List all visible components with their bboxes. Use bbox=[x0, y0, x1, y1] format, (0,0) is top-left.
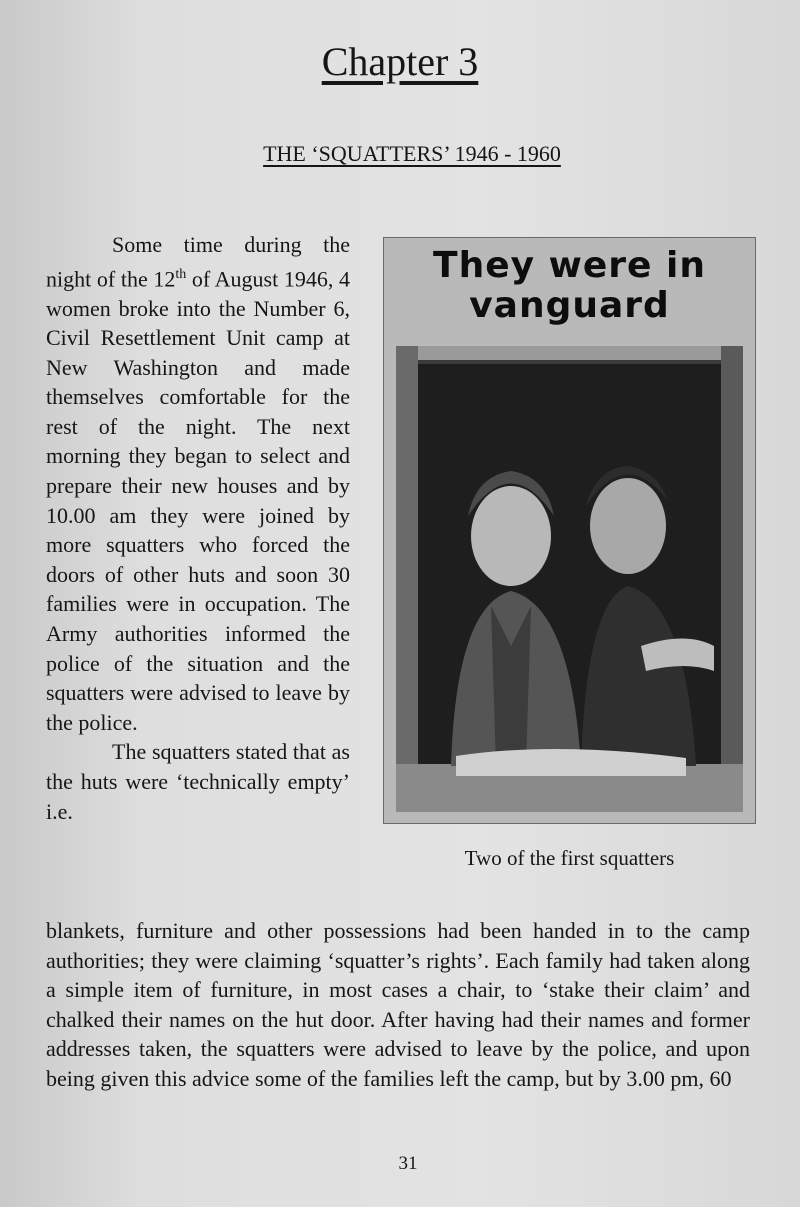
paragraph-2-start: The squatters stated that as the huts were ‘technically empty’ i.e. bbox=[46, 739, 350, 824]
newspaper-clipping bbox=[383, 237, 756, 824]
section-title: THE ‘SQUATTERS’ 1946 - 1960 bbox=[263, 141, 561, 166]
column-text bbox=[46, 230, 350, 826]
ordinal-superscript: th bbox=[175, 266, 187, 282]
clipping-headline: They were in vanguard bbox=[433, 245, 706, 326]
figure-caption: Two of the first squatters bbox=[464, 846, 675, 870]
paragraph-1-start: Some time during the night of the 12 bbox=[46, 232, 350, 291]
page-number: 31 bbox=[398, 1153, 418, 1174]
paragraph-1-rest: of August 1946, 4 women broke into the Number 6, Civil Resettlement Unit camp at New Washington and made themselves comfortable for the rest of the night. The next morning they began to select and prepare their new houses and by 10.00 am they were joined by more squatters who forced the doors of other huts and soon 30 families were in occupation. The Army authorities informed the police of the situation and the squatters were advised to leave by the police. bbox=[46, 265, 350, 735]
squatters-photo bbox=[396, 346, 743, 812]
paragraph-2-continued: blankets, furniture and other possessions had been handed in to the camp authorities; they were claiming ‘squatter’s rights’. Each family had taken along a simple item of furniture, in most cases a chair, to ‘stake their claim’ and chalked their names on the hut door. After having had their names and former addresses taken, the squatters were advised to leave by the police, and upon being given this advice some of the families left the camp, but by 3.00 pm, 60 bbox=[46, 918, 750, 1091]
paragraph-1 bbox=[46, 230, 350, 737]
chapter-title: Chapter 3 bbox=[321, 39, 479, 84]
full-width-text bbox=[46, 916, 750, 1094]
